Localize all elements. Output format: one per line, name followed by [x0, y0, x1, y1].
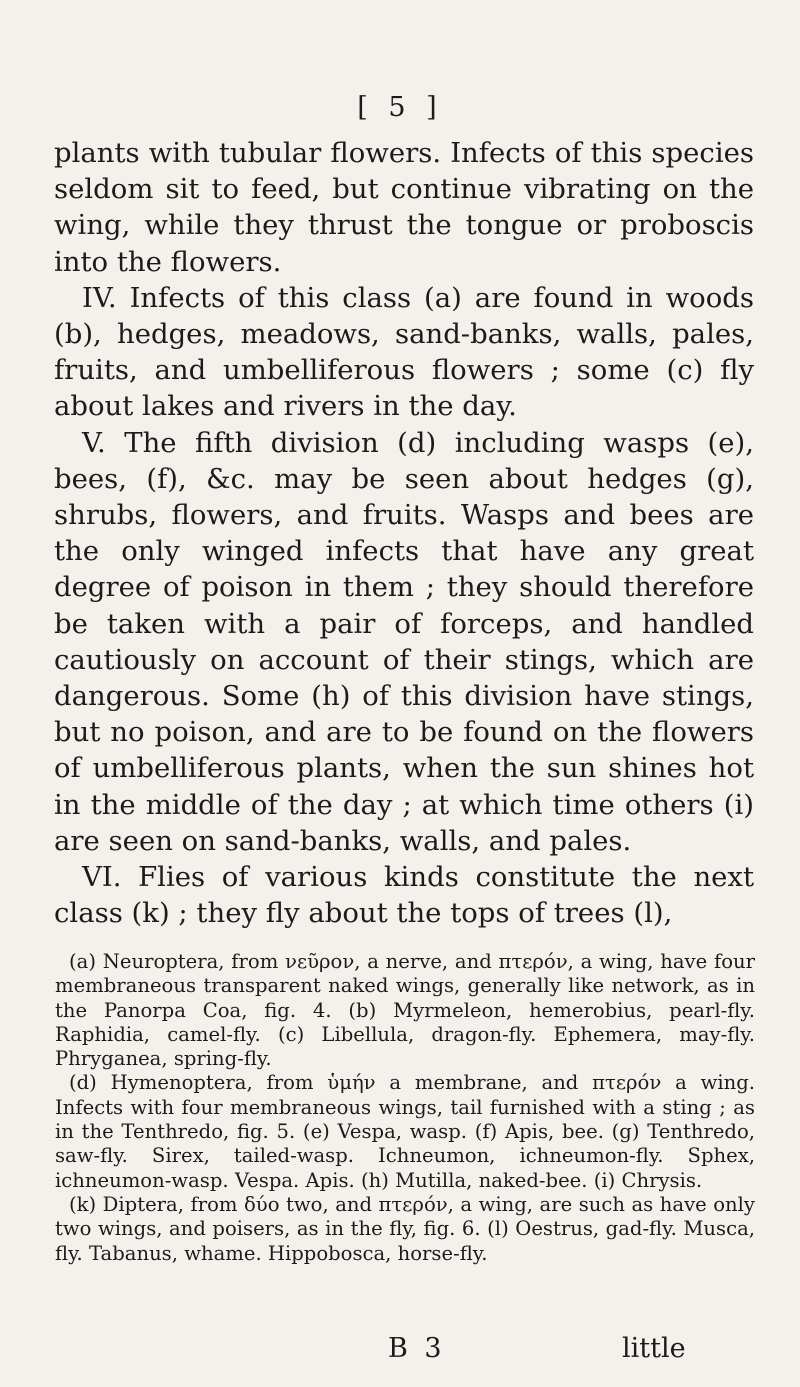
page-footer [0, 1333, 800, 1365]
main-text [54, 135, 754, 931]
catchword: little [622, 1333, 686, 1364]
page-number: [ 5 ] [357, 92, 443, 123]
paragraph-section-vi: VI. Flies of various kinds constitute the next class (k) ; they fly about the tops of trees (l), [54, 861, 754, 930]
paragraph-continuation: plants with tubular flowers. Infects of this species seldom sit to feed, but continue vibrating on the wing, while they thrust the tongue or proboscis into the flowers. [54, 137, 754, 278]
signature-mark: B 3 [388, 1333, 446, 1364]
paragraph-section-iv: IV. Infects of this class (a) are found in woods (b), hedges, meadows, sand-banks, walls, pales, fruits, and umbelliferous flowers ; some (c) fly about lakes and rivers in the day. [54, 281, 754, 423]
footnote-neuroptera: (a) Neuroptera, from νεῦρον, a nerve, and πτερόν, a wing, have four membraneous transparent naked wings, generally like network, as in the Panorpa Coa, fig. 4. (b) Myrmeleon, hemerobius, pearl-fly. Raphidia, camel-fly. (c) Libellula, dragon-fly. Ephemera, may-fly. Phryganea, spring-fly. [55, 950, 755, 1071]
footnotes [55, 950, 755, 1266]
footnote-diptera: (k) Diptera, from δύο two, and πτερόν, a wing, are such as have only two wings, and poisers, as in the fly, fig. 6. (l) Oestrus, gad-fly. Musca, fly. Tabanus, whame. Hippobosca, horse-fly. [55, 1192, 755, 1265]
footnote-hymenoptera: (d) Hymenoptera, from ὑμήν a membrane, and πτερόν a wing. Infects with four membraneous wings, tail furnished with a sting ; as in the Tenthredo, fig. 5. (e) Vespa, wasp. (f) Apis, bee. (g) Tenthredo, saw-fly. Sirex, tailed-wasp. Ichneumon, ichneumon-fly. Sphex, ichneumon-wasp. Vespa. Apis. (h) Mutilla, naked-bee. (i) Chrysis. [55, 1071, 755, 1192]
paragraph-section-v: V. The fifth division (d) including wasps (e), bees, (f), &c. may be seen about hedges (g), shrubs, flowers, and fruits. Wasps and bees are the only winged infects that have any great degree of poison in them ; they should therefore be taken with a pair of forceps, and handled cautiously on account of their stings, which are dangerous. Some (h) of this division have stings, but no poison, and are to be found on the flowers of umbelliferous plants, when the sun shines hot in the middle of the day ; at which time others (i) are seen on sand-banks, walls, and pales. [54, 426, 754, 857]
